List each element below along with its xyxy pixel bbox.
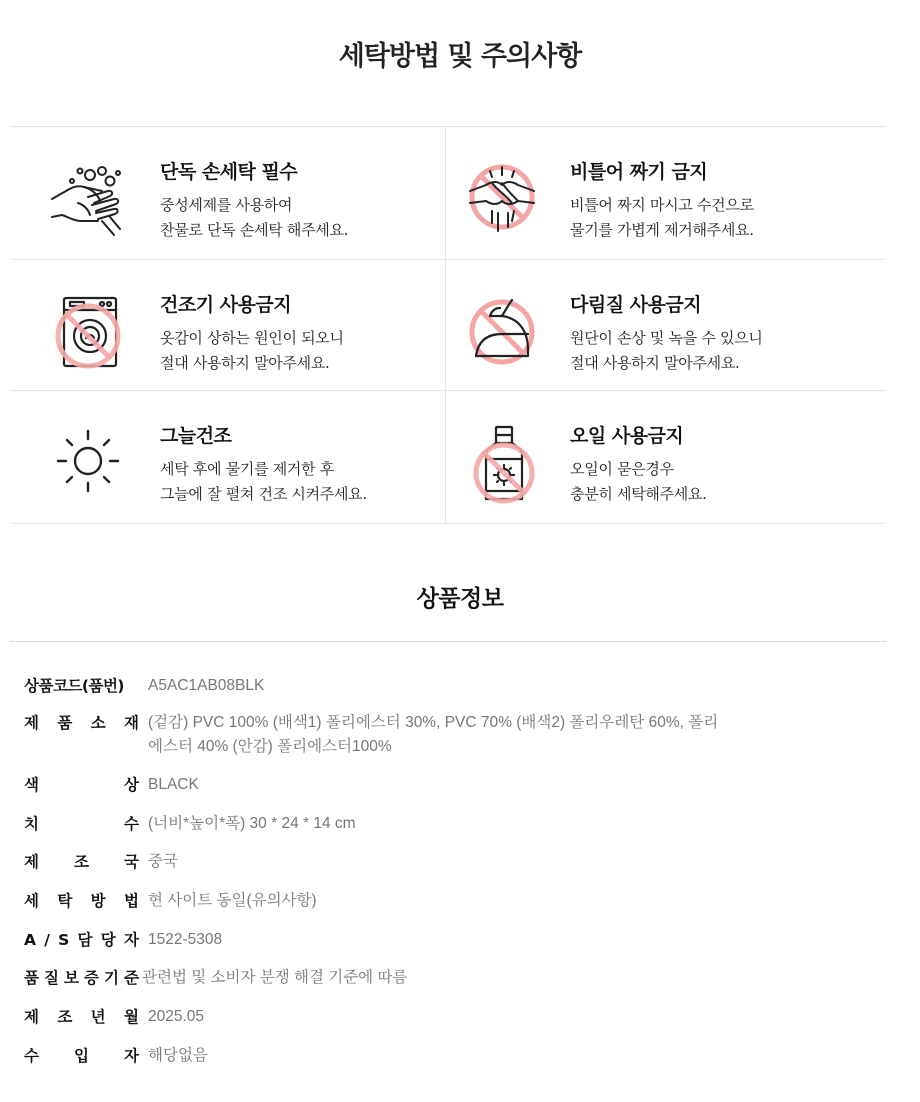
care-section-title: 세탁방법 및 주의사항 bbox=[338, 41, 582, 72]
info-value: A5AC1AB08BLK bbox=[148, 677, 265, 694]
care-item-hand-wash bbox=[10, 127, 446, 260]
info-value: 해당없음 bbox=[148, 1047, 208, 1064]
care-description-line: 비틀어 짜지 마시고 수건으로 bbox=[570, 196, 754, 214]
hand-wash-icon bbox=[48, 161, 128, 241]
shade-dry-icon bbox=[48, 425, 128, 505]
care-heading: 단독 손세탁 필수 bbox=[160, 161, 298, 183]
info-row-color bbox=[24, 773, 884, 797]
info-label: 제 품 소 재 bbox=[24, 714, 139, 732]
care-item-no-oil bbox=[446, 391, 886, 523]
info-value: BLACK bbox=[148, 776, 199, 793]
care-description-line: 옷감이 상하는 원인이 되오니 bbox=[160, 329, 344, 347]
info-label: 품 질 보 증 기 준 bbox=[24, 969, 139, 987]
no-oil-icon bbox=[462, 425, 542, 505]
info-label: 제 조 년 월 bbox=[24, 1008, 139, 1026]
info-label: 수 입 자 bbox=[24, 1047, 139, 1065]
product-info-divider bbox=[10, 641, 886, 642]
info-label: 제 조 국 bbox=[24, 853, 139, 871]
product-info-title: 상품정보 bbox=[416, 586, 504, 612]
info-row-importer bbox=[24, 1044, 884, 1068]
care-description-line: 절대 사용하지 말아주세요. bbox=[160, 354, 330, 372]
info-value: 현 사이트 동일(유의사항) bbox=[148, 892, 317, 909]
care-item-no-iron bbox=[446, 260, 886, 391]
care-heading: 오일 사용금지 bbox=[570, 425, 684, 447]
care-heading: 그늘건조 bbox=[160, 425, 232, 447]
info-row-size bbox=[24, 812, 884, 836]
care-instructions-grid bbox=[10, 126, 886, 524]
care-description-line: 중성세제를 사용하여 bbox=[160, 196, 293, 214]
care-item-no-wring bbox=[446, 127, 886, 260]
care-heading: 건조기 사용금지 bbox=[160, 294, 292, 316]
info-row-material bbox=[24, 711, 884, 759]
info-label: 상품코드(품번) bbox=[24, 677, 125, 695]
care-item-shade-dry bbox=[10, 391, 446, 523]
info-row-product-code bbox=[24, 674, 884, 698]
no-dryer-icon bbox=[48, 294, 128, 374]
info-label: 치 수 bbox=[24, 815, 139, 833]
care-item-no-dryer bbox=[10, 260, 446, 391]
info-row-as-contact bbox=[24, 928, 884, 952]
info-label: A / S 담 당 자 bbox=[24, 931, 139, 949]
info-value: 2025.05 bbox=[148, 1008, 205, 1025]
info-value: 중국 bbox=[148, 853, 178, 870]
info-value: (겉감) PVC 100% (배색1) 폴리에스터 30%, PVC 70% (배색2) 폴리우레탄 60%, 폴리에스터 40% (안감) 폴리에스터100% bbox=[148, 714, 719, 755]
care-description-line: 절대 사용하지 말아주세요. bbox=[570, 354, 740, 372]
info-value: 관련법 및 소비자 분쟁 해결 기준에 따름 bbox=[142, 969, 408, 986]
care-description-line: 원단이 손상 및 녹을 수 있으니 bbox=[570, 329, 763, 347]
info-row-warranty bbox=[24, 966, 884, 990]
care-description-line: 세탁 후에 물기를 제거한 후 bbox=[160, 460, 334, 478]
info-row-manufacture-date bbox=[24, 1005, 884, 1029]
info-value: 1522-5308 bbox=[148, 931, 223, 948]
care-description-line: 물기를 가볍게 제거해주세요. bbox=[570, 221, 754, 239]
care-description-line: 오일이 묻은경우 bbox=[570, 460, 674, 478]
care-description-line: 충분히 세탁해주세요. bbox=[570, 485, 707, 503]
info-row-washing bbox=[24, 889, 884, 913]
product-info-table bbox=[24, 674, 884, 1068]
info-row-country bbox=[24, 850, 884, 874]
no-wring-icon bbox=[462, 161, 542, 241]
info-value: (너비*높이*폭) 30 * 24 * 14 cm bbox=[148, 815, 356, 832]
info-label: 세 탁 방 법 bbox=[24, 892, 139, 910]
care-heading: 다림질 사용금지 bbox=[570, 294, 702, 316]
care-description-line: 그늘에 잘 펼쳐 건조 시켜주세요. bbox=[160, 485, 367, 503]
care-heading: 비틀어 짜기 금지 bbox=[570, 161, 708, 183]
no-iron-icon bbox=[462, 294, 542, 374]
info-label: 색 상 bbox=[24, 776, 139, 794]
care-description-line: 찬물로 단독 손세탁 해주세요. bbox=[160, 221, 349, 239]
